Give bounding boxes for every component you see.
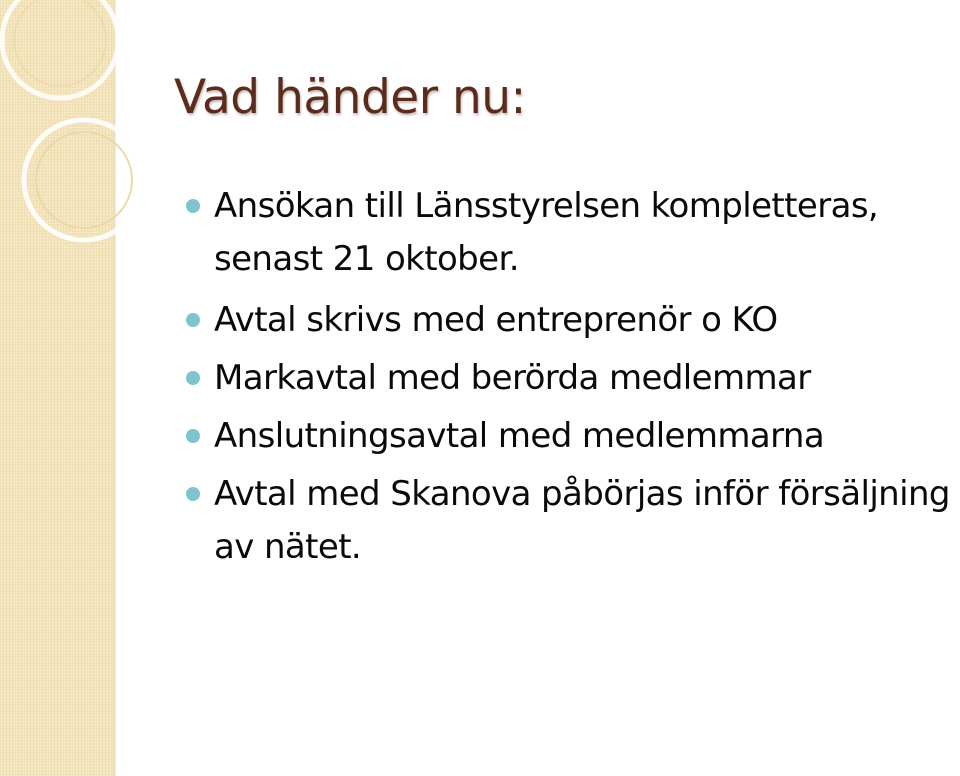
bullet-dot-icon <box>186 371 200 385</box>
bullet-item <box>186 180 956 286</box>
slide-title: Vad händer nu: <box>174 70 526 125</box>
bullet-dot-icon <box>186 429 200 443</box>
bullet-dot-icon <box>186 199 200 213</box>
bullet-item <box>186 294 956 347</box>
bullet-item <box>186 468 956 574</box>
bullet-dot-icon <box>186 487 200 501</box>
bullet-item <box>186 352 956 405</box>
bullet-text: Markavtal med berörda medlemmar <box>214 358 811 398</box>
bullet-dot-icon <box>186 313 200 327</box>
bullet-item <box>186 410 956 463</box>
bullet-text: Anslutningsavtal med medlemmarna <box>214 416 825 456</box>
bullet-text: Avtal skrivs med entreprenör o KO <box>214 300 778 340</box>
bullet-list <box>186 180 956 582</box>
decorative-rings-icon <box>0 0 140 260</box>
bullet-text: Ansökan till Länsstyrelsen kompletteras, senast 21 oktober. <box>214 186 879 279</box>
bullet-text: Avtal med Skanova påbörjas inför försäljning av nätet. <box>214 474 950 567</box>
